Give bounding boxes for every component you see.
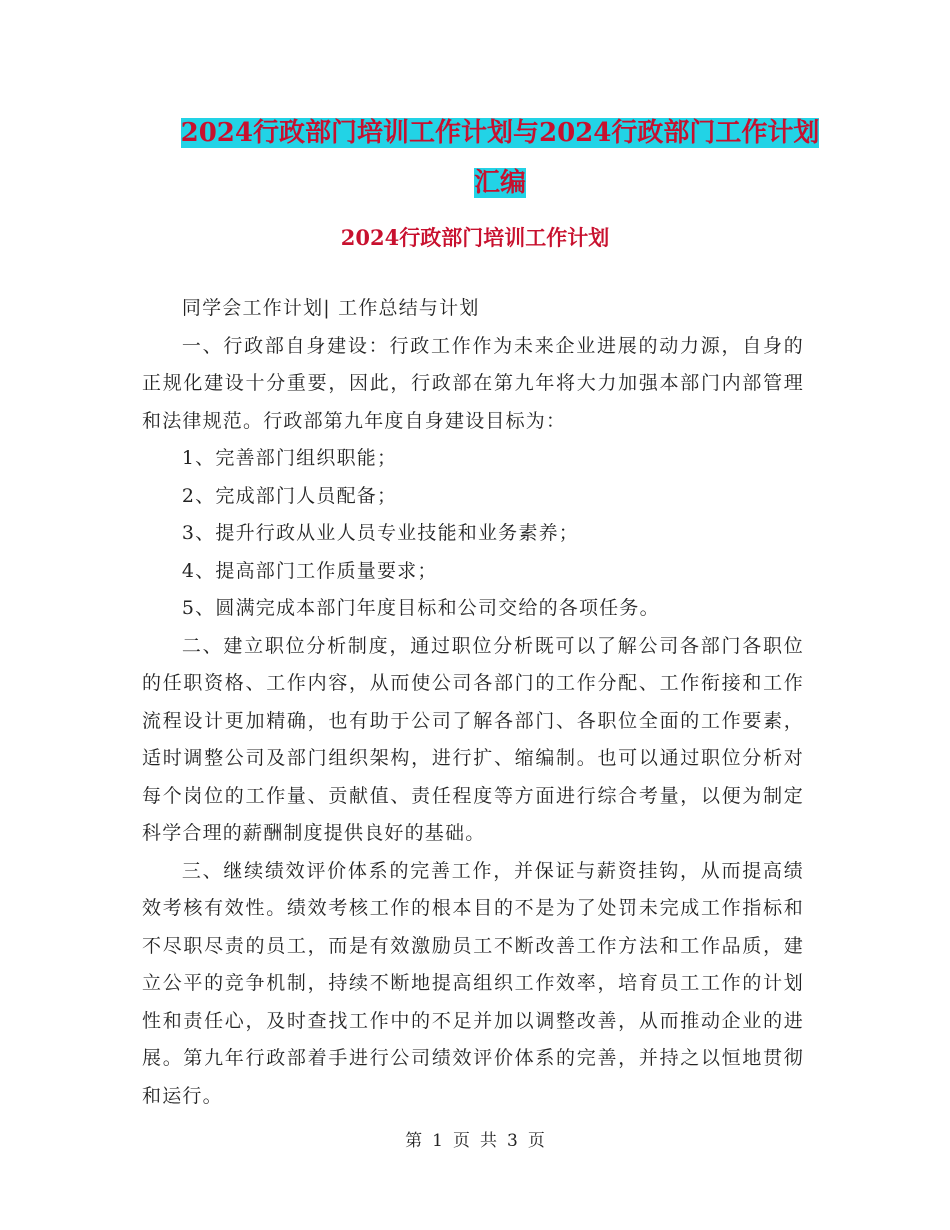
footer-word: 共: [480, 1131, 497, 1151]
total-pages: 3: [507, 1131, 518, 1151]
list-item: 4、提高部门工作质量要求；: [181, 559, 438, 582]
paragraph: 同学会工作计划| 工作总结与计划: [181, 297, 480, 319]
paragraph: 二、建立职位分析制度，通过职位分析既可以了解公司各部门各职位的任职资格、工作内容，从而使公司各部门的工作分配、工作衔接和工作流程设计更加精确，也有助于公司了解各部门、各职位全面的工作要素，适时调整公司及部门组织架构，进行扩、缩编制。也可以通过职位分析对每个岗位的工作量、贡献值、责任程度等方面进行综合考量，以便为制定科学合理的薪酬制度提供良好的基础。: [142, 634, 804, 844]
page-number: 1: [432, 1131, 443, 1151]
paragraph: 一、行政部自身建设：行政工作作为未来企业进展的动力源，自身的正规化建设十分重要，因此，行政部在第九年将大力加强本部门内部管理和法律规范。行政部第九年度自身建设目标为：: [142, 334, 804, 432]
footer-word: 页: [453, 1131, 470, 1151]
footer-word: 页: [527, 1131, 545, 1151]
list-item: 5、圆满完成本部门年度目标和公司交给的各项任务。: [181, 597, 660, 619]
paragraph: 三、继续绩效评价体系的完善工作，并保证与薪资挂钩，从而提高绩效考核有效性。绩效考核工作的根本目的不是为了处罚未完成工作指标和不尽职尽责的员工，而是有效激励员工不断改善工作方法和工作品质，建立公平的竞争机制，持续不断地提高组织工作效率，培育员工工作的计划性和责任心，及时查找工作中的不足并加以调整改善，从而推动企业的进展。第九年行政部着手进行公司绩效评价体系的完善，并持之以恒地贯彻和运行。: [142, 859, 804, 1107]
footer-word: 第: [405, 1131, 423, 1151]
page-footer: [0, 1126, 950, 1151]
list-item: 2、完成部门人员配备；: [181, 484, 398, 507]
list-item: 1、完善部门组织职能；: [181, 447, 398, 469]
section-title: 2024行政部门培训工作计划: [340, 225, 610, 250]
document-title: [140, 108, 860, 208]
document-body: [142, 290, 804, 1115]
list-item: 3、提升行政从业人员专业技能和业务素养；: [181, 522, 579, 544]
document-title-line1: 2024行政部门培训工作计划与2024行政部门工作计划: [180, 118, 820, 148]
document-title-line2: 汇编: [473, 168, 526, 198]
